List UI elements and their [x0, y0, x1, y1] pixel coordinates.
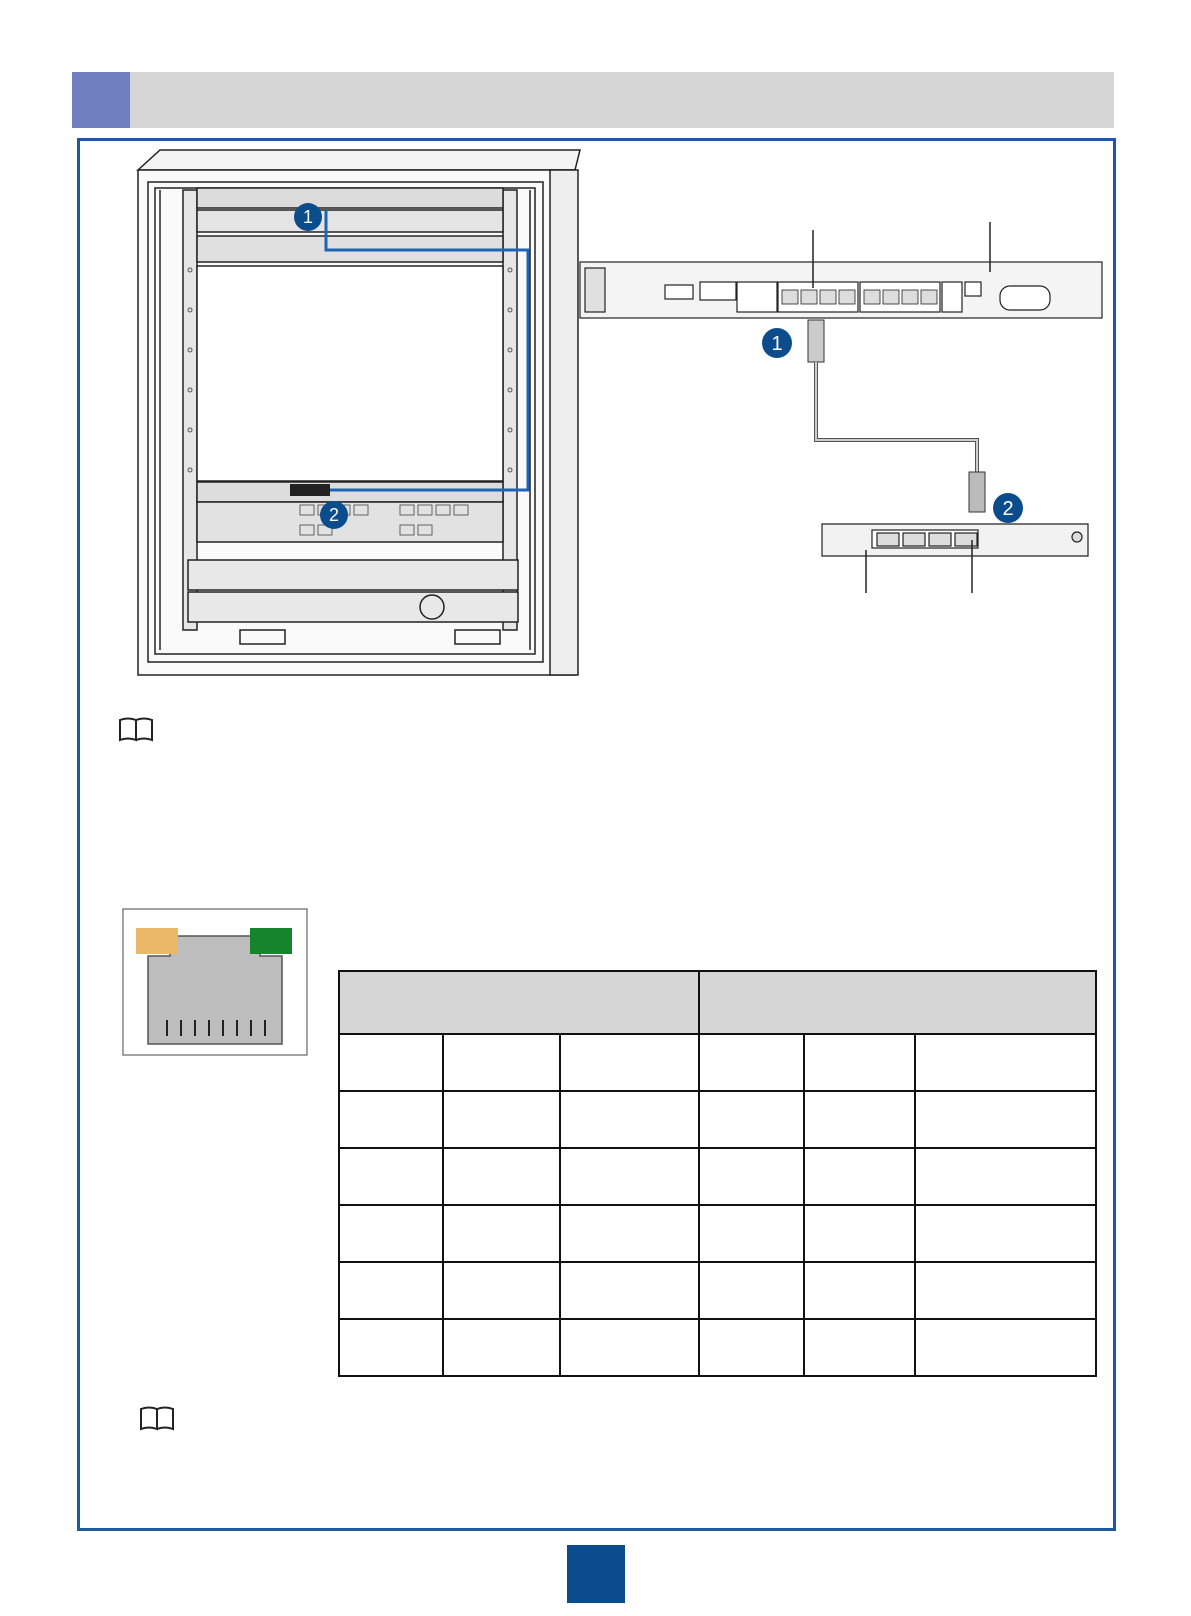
callout-1-cabinet	[294, 203, 322, 231]
callout-1-panel	[762, 328, 792, 358]
network-cable	[808, 320, 985, 512]
table-row	[339, 1319, 1096, 1376]
link-led-yellow	[136, 928, 178, 954]
table-row	[339, 1034, 1096, 1091]
table-header-cell	[339, 971, 699, 1034]
table-header-cell	[699, 971, 1096, 1034]
table-row	[339, 1205, 1096, 1262]
callout-2-panel	[993, 493, 1023, 523]
service-board	[822, 524, 1088, 556]
cabinet-drawing	[138, 150, 580, 675]
note-book-icon	[139, 1405, 175, 1431]
pin-assignment-table	[338, 970, 1097, 1377]
cabinet-cabling-diagram	[0, 0, 1191, 700]
svg-text:2: 2	[1002, 498, 1014, 520]
device-front-panel	[580, 262, 1102, 318]
rj45-port-illustration	[122, 908, 308, 1056]
table-row	[339, 1091, 1096, 1148]
table-header-row	[339, 971, 1096, 1034]
note-book-icon	[118, 716, 154, 742]
table-row	[339, 1262, 1096, 1319]
table-row	[339, 1148, 1096, 1205]
page-number-badge	[567, 1545, 625, 1603]
act-led-green	[250, 928, 292, 954]
svg-text:1: 1	[771, 333, 783, 355]
svg-text:2: 2	[328, 505, 340, 525]
svg-text:1: 1	[302, 207, 314, 227]
callout-2-cabinet	[320, 501, 348, 529]
